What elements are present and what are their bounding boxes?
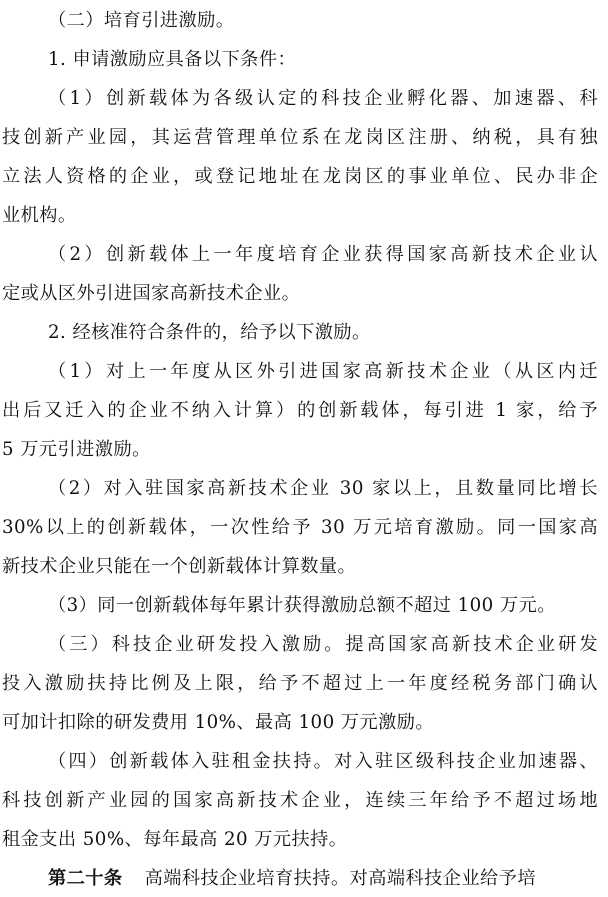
paragraph-line: （3）同一创新载体每年累计获得激励总额不超过 100 万元。 bbox=[48, 595, 556, 616]
paragraph-line: 出后又迁入的企业不纳入计算）的创新载体，每引进 1 家，给予 bbox=[2, 400, 598, 421]
section-heading-3: （三）科技企业研发投入激励。提高国家高新技术企业研发 bbox=[48, 634, 598, 655]
paragraph-line: 投入激励扶持比例及上限，给予不超过上一年度经税务部门确认 bbox=[2, 673, 598, 694]
condition-heading: 1. 申请激励应具备以下条件： bbox=[48, 49, 297, 70]
paragraph-line: 技创新产业园，其运营管理单位系在龙岗区注册、纳税，具有独 bbox=[2, 127, 598, 148]
paragraph-line: 定或从区外引进国家高新技术企业。 bbox=[2, 283, 301, 304]
article-text: 高端科技企业培育扶持。对高端科技企业给予培 bbox=[144, 868, 536, 889]
paragraph-line: （1）对上一年度从区外引进国家高新技术企业（从区内迁 bbox=[48, 361, 598, 382]
article-label: 第二十条 bbox=[48, 868, 123, 889]
section-heading-2: （二）培育引进激励。 bbox=[48, 10, 235, 31]
paragraph-line: 5 万元引进激励。 bbox=[2, 439, 151, 460]
paragraph-line: （2）对入驻国家高新技术企业 30 家以上，且数量同比增长 bbox=[48, 478, 598, 499]
paragraph-line: 科技创新产业园的国家高新技术企业，连续三年给予不超过场地 bbox=[2, 790, 598, 811]
paragraph-line: 租金支出 50%、每年最高 20 万元扶持。 bbox=[2, 829, 348, 850]
paragraph-line: 立法人资格的企业，或登记地址在龙岗区的事业单位、民办非企 bbox=[2, 166, 598, 187]
paragraph-line: 30%以上的创新载体，一次性给予 30 万元培育激励。同一国家高 bbox=[2, 517, 598, 538]
paragraph-line: 可加计扣除的研发费用 10%、最高 100 万元激励。 bbox=[2, 712, 435, 733]
paragraph-line: 业机构。 bbox=[2, 205, 77, 226]
incentive-heading: 2. 经核准符合条件的，给予以下激励。 bbox=[48, 322, 371, 343]
section-heading-4: （四）创新载体入驻租金扶持。对入驻区级科技企业加速器、 bbox=[48, 751, 598, 772]
article-line bbox=[0, 860, 608, 897]
paragraph-line: （2）创新载体上一年度培育企业获得国家高新技术企业认 bbox=[48, 244, 598, 265]
paragraph-line: （1）创新载体为各级认定的科技企业孵化器、加速器、科 bbox=[48, 88, 598, 109]
paragraph-line: 新技术企业只能在一个创新载体计算数量。 bbox=[2, 556, 357, 577]
